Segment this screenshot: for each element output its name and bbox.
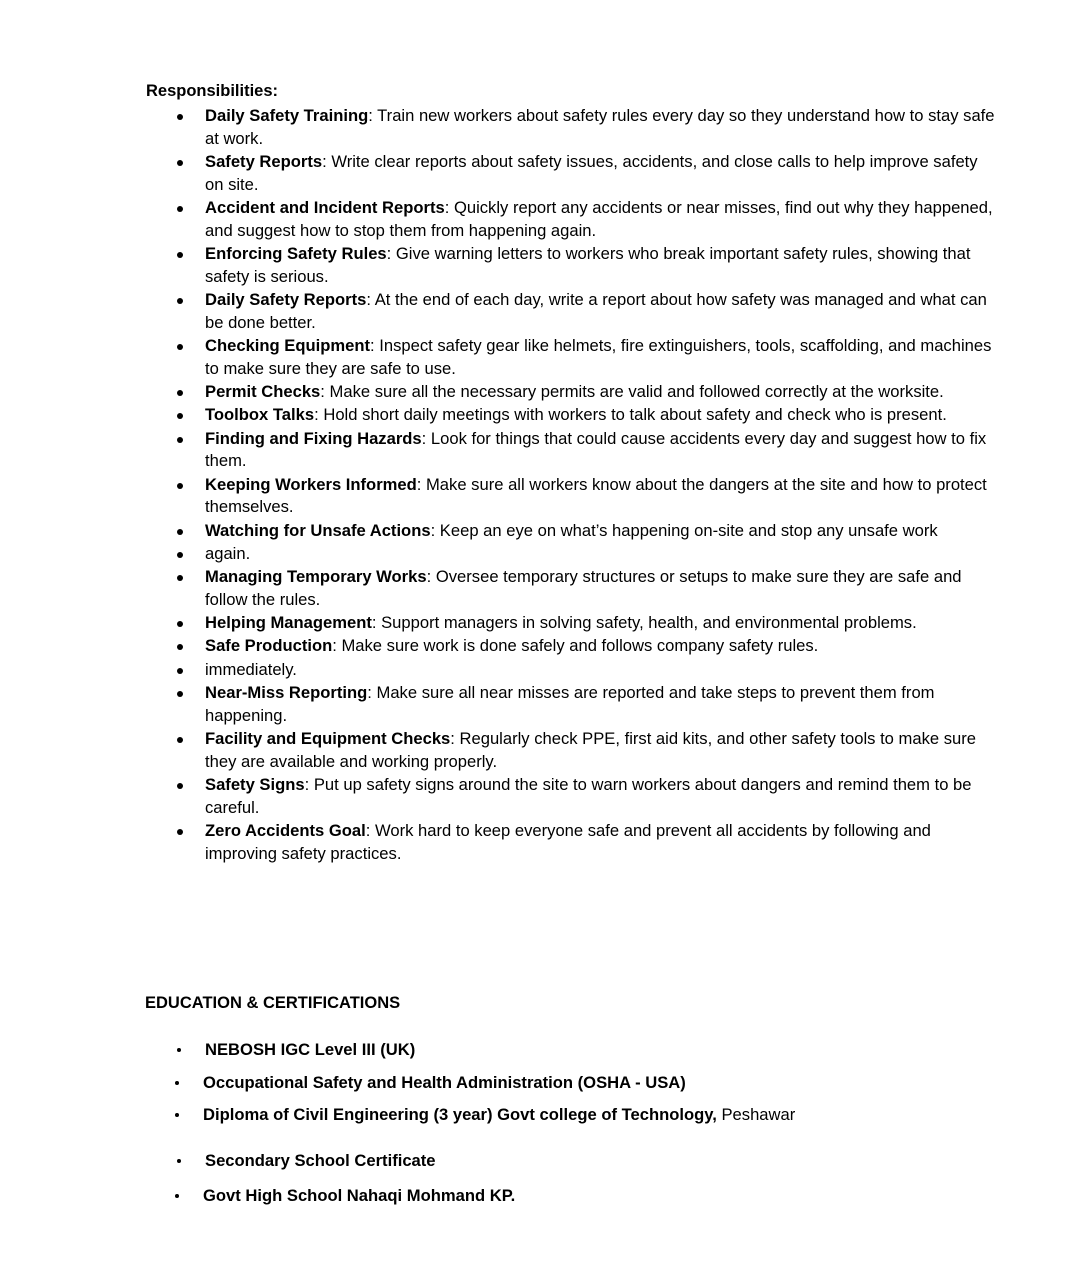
bullet-icon: [177, 160, 183, 166]
item-text: immediately.: [205, 659, 297, 679]
item-title: Safety Signs: [205, 775, 305, 795]
item-title: Keeping Workers Informed: [205, 474, 417, 494]
responsibilities-list: [146, 105, 996, 866]
bullet-icon: [177, 644, 183, 650]
item-text: : Keep an eye on what’s happening on-site and stop any unsafe work: [430, 520, 938, 540]
education-item-title: Secondary School Certificate: [205, 1151, 436, 1170]
item-title: Safe Production: [205, 636, 333, 656]
list-item: [146, 151, 996, 196]
bullet-icon: [177, 1159, 181, 1163]
education-item-title: Govt High School Nahaqi Mohmand KP.: [203, 1186, 516, 1205]
item-title: Permit Checks: [205, 382, 321, 401]
list-item: [146, 682, 996, 727]
item-title: Managing Temporary Works: [205, 567, 427, 587]
education-item: [203, 1073, 686, 1093]
item-text: : Write clear reports about safety issues, accidents, and close calls to help improve safety on site.: [205, 152, 978, 194]
item-text: : Make sure work is done safely and follows company safety rules.: [332, 636, 819, 656]
item-title: Daily Safety Reports: [205, 290, 367, 309]
item-title: Accident and Incident Reports: [205, 198, 445, 217]
education-item: [205, 1040, 415, 1060]
bullet-icon: [177, 552, 183, 558]
education-item-title: Occupational Safety and Health Administration (OSHA - USA): [203, 1073, 686, 1092]
bullet-icon: [177, 437, 183, 443]
list-item: [146, 428, 996, 473]
bullet-icon: [177, 252, 183, 258]
item-text: again.: [205, 543, 251, 563]
list-item: [146, 635, 996, 658]
item-text: : Give warning letters to workers who break important safety rules, showing that safety is serious.: [205, 244, 971, 286]
bullet-icon: [177, 621, 183, 627]
bullet-icon: [177, 668, 183, 674]
education-item: [203, 1105, 795, 1125]
bullet-icon: [177, 483, 183, 489]
item-title: Helping Management: [205, 613, 372, 633]
list-item: [146, 659, 996, 682]
list-item: [146, 774, 996, 819]
item-text: : Work hard to keep everyone safe and prevent all accidents by following and improving safety practices.: [205, 821, 931, 863]
bullet-icon: [177, 298, 183, 304]
list-item: [146, 105, 996, 150]
list-item: [146, 381, 996, 404]
item-text: : Inspect safety gear like helmets, fire extinguishers, tools, scaffolding, and machines to make sure they are safe to use.: [205, 336, 992, 378]
item-title: Watching for Unsafe Actions: [205, 520, 431, 540]
item-text: : At the end of each day, write a report about how safety was managed and what can be done better.: [205, 290, 987, 332]
bullet-icon: [175, 1113, 179, 1117]
item-text: : Make sure all near misses are reported and take steps to prevent them from happening.: [205, 683, 935, 725]
item-title: Toolbox Talks: [205, 405, 315, 425]
bullet-icon: [177, 783, 183, 789]
item-text: : Make sure all the necessary permits are valid and followed correctly at the worksite.: [320, 382, 944, 401]
item-title: Zero Accidents Goal: [205, 821, 366, 841]
bullet-icon: [177, 829, 183, 835]
bullet-icon: [177, 737, 183, 743]
list-item: [146, 474, 996, 519]
list-item: [146, 197, 996, 242]
list-item: [146, 289, 996, 334]
list-item: [146, 566, 996, 611]
item-title: Checking Equipment: [205, 336, 371, 355]
bullet-icon: [177, 390, 183, 396]
item-title: Finding and Fixing Hazards: [205, 428, 422, 448]
item-text: : Train new workers about safety rules every day so they understand how to stay safe at work.: [205, 106, 995, 148]
item-title: Near-Miss Reporting: [205, 683, 368, 703]
list-item: [146, 243, 996, 288]
bullet-icon: [177, 344, 183, 350]
list-item: [146, 520, 996, 543]
list-item: [146, 404, 996, 427]
list-item: [146, 728, 996, 773]
item-text: : Put up safety signs around the site to warn workers about dangers and remind them to be careful.: [205, 775, 972, 817]
list-item: [146, 612, 996, 635]
item-title: Daily Safety Training: [205, 106, 369, 125]
education-item-title: NEBOSH IGC Level III (UK): [205, 1040, 416, 1059]
bullet-icon: [177, 691, 183, 697]
item-text: : Quickly report any accidents or near misses, find out why they happened, and suggest how to stop them from happening again.: [205, 198, 993, 240]
list-item: [146, 543, 996, 566]
item-title: Safety Reports: [205, 152, 323, 171]
item-text: : Make sure all workers know about the dangers at the site and how to protect themselves.: [205, 474, 987, 517]
bullet-icon: [177, 413, 183, 419]
responsibilities-heading: Responsibilities:: [146, 82, 279, 100]
item-text: : Support managers in solving safety, health, and environmental problems.: [371, 613, 917, 633]
list-item: [146, 335, 996, 380]
item-text: : Hold short daily meetings with workers to talk about safety and check who is present.: [314, 405, 947, 425]
bullet-icon: [177, 575, 183, 581]
education-heading: EDUCATION & CERTIFICATIONS: [145, 994, 401, 1012]
bullet-icon: [175, 1194, 179, 1198]
item-title: Facility and Equipment Checks: [205, 729, 451, 749]
bullet-icon: [177, 1048, 181, 1052]
item-text: : Look for things that could cause accidents every day and suggest how to fix them.: [205, 428, 987, 471]
education-item-text: Peshawar: [716, 1105, 796, 1124]
education-item-title: Diploma of Civil Engineering (3 year) Govt college of Technology,: [203, 1105, 717, 1124]
education-item: [205, 1151, 436, 1171]
item-title: Enforcing Safety Rules: [205, 244, 387, 263]
bullet-icon: [177, 114, 183, 120]
list-item: [146, 820, 996, 865]
bullet-icon: [177, 206, 183, 212]
bullet-icon: [175, 1081, 179, 1085]
item-text: : Oversee temporary structures or setups to make sure they are safe and follow the rules.: [205, 567, 962, 609]
item-text: : Regularly check PPE, first aid kits, and other safety tools to make sure they are available and working properly.: [205, 729, 976, 771]
education-item: [203, 1186, 515, 1206]
bullet-icon: [177, 529, 183, 535]
